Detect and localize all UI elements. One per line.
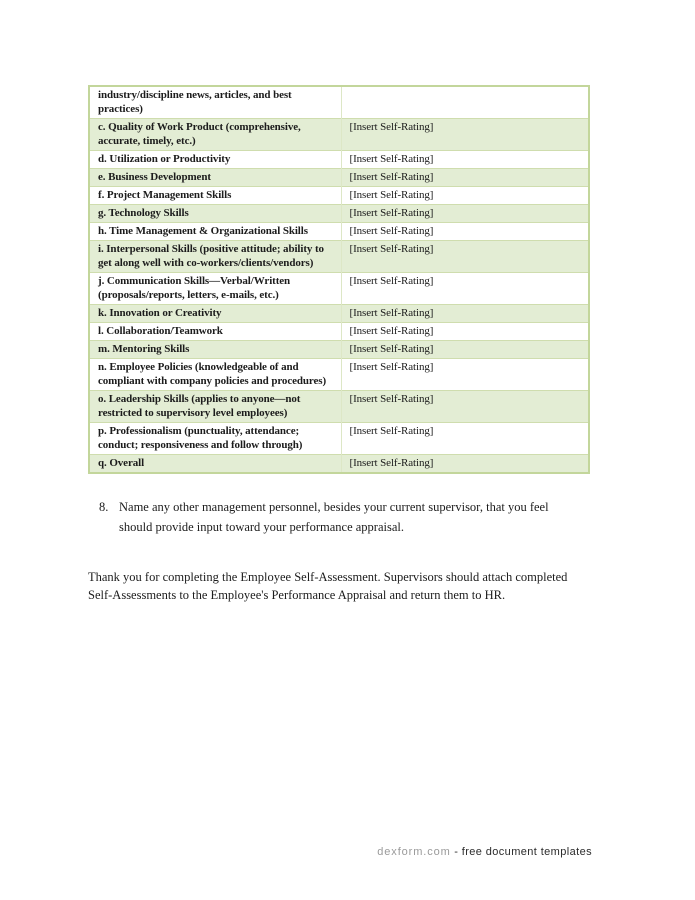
skill-cell: d. Utilization or Productivity [89, 151, 341, 169]
skill-cell: n. Employee Policies (knowledgeable of and compliant with company policies and procedures) [89, 359, 341, 391]
rating-cell: [Insert Self-Rating] [341, 223, 589, 241]
footer-separator: - [450, 846, 462, 858]
table-row [89, 273, 589, 305]
rating-cell: [Insert Self-Rating] [341, 305, 589, 323]
footer-tagline: free document templates [461, 846, 592, 858]
table-row [89, 86, 589, 119]
table-row [89, 359, 589, 391]
rating-cell: [Insert Self-Rating] [341, 323, 589, 341]
rating-cell: [Insert Self-Rating] [341, 119, 589, 151]
table-row [89, 323, 589, 341]
skill-cell: industry/discipline news, articles, and best practices) [89, 86, 341, 119]
rating-cell [341, 86, 589, 119]
table-row [89, 455, 589, 474]
rating-cell: [Insert Self-Rating] [341, 341, 589, 359]
skill-cell: q. Overall [89, 455, 341, 474]
question-number: 8. [99, 500, 109, 514]
rating-cell: [Insert Self-Rating] [341, 205, 589, 223]
table-row [89, 241, 589, 273]
skill-cell: c. Quality of Work Product (comprehensive, accurate, timely, etc.) [89, 119, 341, 151]
question-text: Name any other management personnel, besides your current supervisor, that you feel should provide input toward your performance appraisal. [119, 500, 549, 534]
skill-cell: g. Technology Skills [89, 205, 341, 223]
rating-cell: [Insert Self-Rating] [341, 273, 589, 305]
dexform-link[interactable]: dexform.com [377, 846, 451, 858]
skill-cell: o. Leadership Skills (applies to anyone—not restricted to supervisory level employees) [89, 391, 341, 423]
table-row [89, 187, 589, 205]
table-row [89, 305, 589, 323]
page-footer [88, 846, 592, 858]
skill-cell: e. Business Development [89, 169, 341, 187]
rating-cell: [Insert Self-Rating] [341, 169, 589, 187]
skill-cell: j. Communication Skills—Verbal/Written (proposals/reports, letters, e-mails, etc.) [89, 273, 341, 305]
skill-cell: i. Interpersonal Skills (positive attitude; ability to get along well with co-workers/clients/vendors) [89, 241, 341, 273]
rating-cell: [Insert Self-Rating] [341, 241, 589, 273]
table-row [89, 423, 589, 455]
table-row [89, 119, 589, 151]
table-row [89, 341, 589, 359]
rating-cell: [Insert Self-Rating] [341, 151, 589, 169]
skill-cell: k. Innovation or Creativity [89, 305, 341, 323]
question-8 [99, 497, 581, 537]
rating-cell: [Insert Self-Rating] [341, 423, 589, 455]
skill-cell: p. Professionalism (punctuality, attendance; conduct; responsiveness and follow through) [89, 423, 341, 455]
skill-cell: l. Collaboration/Teamwork [89, 323, 341, 341]
table-row [89, 391, 589, 423]
self-assessment-rating-table [88, 85, 590, 474]
rating-cell: [Insert Self-Rating] [341, 359, 589, 391]
skill-cell: m. Mentoring Skills [89, 341, 341, 359]
rating-cell: [Insert Self-Rating] [341, 391, 589, 423]
closing-paragraph: Thank you for completing the Employee Self-Assessment. Supervisors should attach completed Self-Assessments to the Employee's Performance Appraisal and return them to HR. [88, 570, 568, 602]
rating-cell: [Insert Self-Rating] [341, 455, 589, 474]
skill-cell: f. Project Management Skills [89, 187, 341, 205]
rating-cell: [Insert Self-Rating] [341, 187, 589, 205]
table-row [89, 223, 589, 241]
table-row [89, 169, 589, 187]
table-row [89, 151, 589, 169]
rating-table-body [89, 86, 589, 473]
table-row [89, 205, 589, 223]
skill-cell: h. Time Management & Organizational Skills [89, 223, 341, 241]
